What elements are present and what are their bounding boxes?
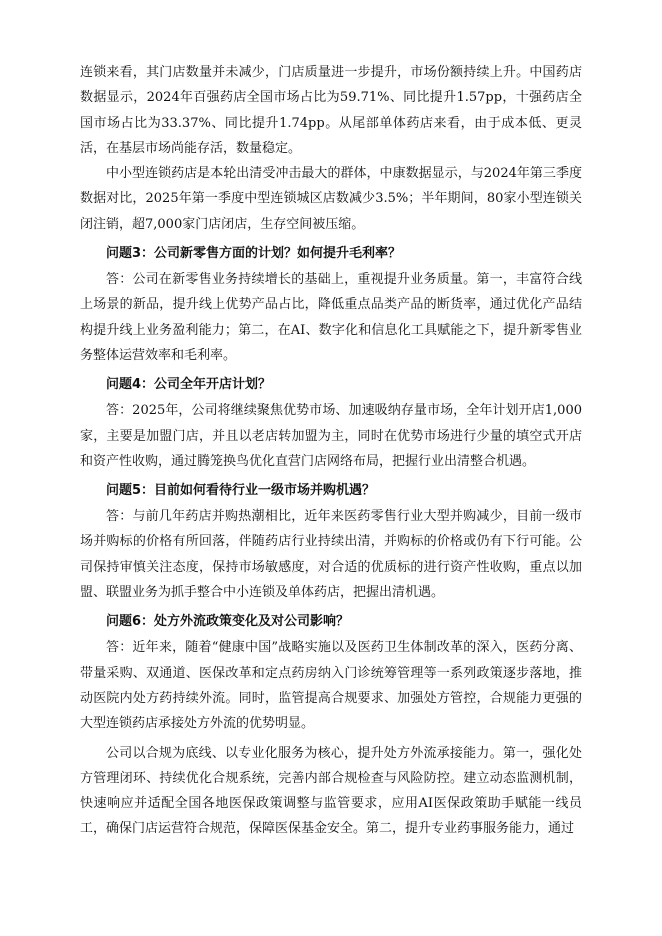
answer-6-paragraph-2: 公司以合规为底线、以专业化服务为核心，提升处方外流承接能力。第一，强化处方管理闭环、持续优化合规系统，完善内部合规检查与风险防控。建立动态监测机制，快速响应并适配全国各地医保政策调整与监管要求，应用AI医保政策助手赋能一线员工，确保门店运营符合规范，保障医保基金安全。第二，提升专业药事服务能力，通过 bbox=[80, 745, 582, 837]
answer-4-paragraph: 答：2025年，公司将继续聚焦优势市场、加速吸纳存量市场，全年计划开店1,000家，主要是加盟门店，并且以老店转加盟为主，同时在优势市场进行少量的填空式开店和资产性收购，通过腾笼换鸟优化直营门店网络布局，把握行业出清整合机遇。 bbox=[80, 403, 582, 469]
question-3-heading: 问题3：公司新零售方面的计划？如何提升毛利率？ bbox=[106, 246, 402, 262]
intro-paragraph-1: 连锁来看，其门店数量并未减少，门店质量进一步提升，市场份额持续上升。中国药店数据显示，2024年百强药店全国市场占比为59.71%、同比提升1.57pp，十强药店全国市场占比为33.37%、同比提升1.74pp。从尾部单体药店来看，由于成本低、更灵活，在基层市场尚能存活，数量稳定。 bbox=[80, 65, 582, 156]
question-4-heading: 问题4：公司全年开店计划？ bbox=[106, 377, 272, 393]
question-5-heading: 问题5：目前如何看待行业一级市场并购机遇？ bbox=[106, 483, 376, 499]
answer-5-paragraph: 答：与前几年药店并购热潮相比，近年来医药零售行业大型并购减少，目前一级市场并购标的价格有所回落，伴随药店行业持续出清，并购标的价格或仍有下行可能。公司保持审慎关注态度，保持市场敏感度，对合适的优质标的进行资产性收购，重点以加盟、联盟业务为抓手整合中小连锁及单体药店，把握出清机遇。 bbox=[80, 509, 582, 601]
answer-6-paragraph-1: 答：近年来，随着“健康中国”战略实施以及医药卫生体制改革的深入，医药分离、带量采购、双通道、医保改革和定点药房纳入门诊统筹管理等一系列政策逐步落地，推动医院内处方药持续外流。同时，监管提高合规要求、加强处方管控，合规能力更强的大型连锁药店承接处方外流的优势明显。 bbox=[80, 640, 582, 732]
answer-3-paragraph: 答：公司在新零售业务持续增长的基础上，重视提升业务质量。第一，丰富符合线上场景的新品，提升线上优势产品占比，降低重点品类产品的断货率，通过优化产品结构提升线上业务盈利能力；第二，在AI、数字化和信息化工具赋能之下，提升新零售业务整体运营效率和毛利率。 bbox=[80, 272, 582, 363]
question-6-heading: 问题6：处方外流政策变化及对公司影响？ bbox=[106, 614, 350, 630]
intro-paragraph-2: 中小型连锁药店是本轮出清受冲击最大的群体，中康数据显示，与2024年第三季度数据对比，2025年第一季度中型连锁城区店数减少3.5%；半年期间，80家小型连锁关闭注销，超7,000家门店闭店，生存空间被压缩。 bbox=[80, 166, 582, 232]
